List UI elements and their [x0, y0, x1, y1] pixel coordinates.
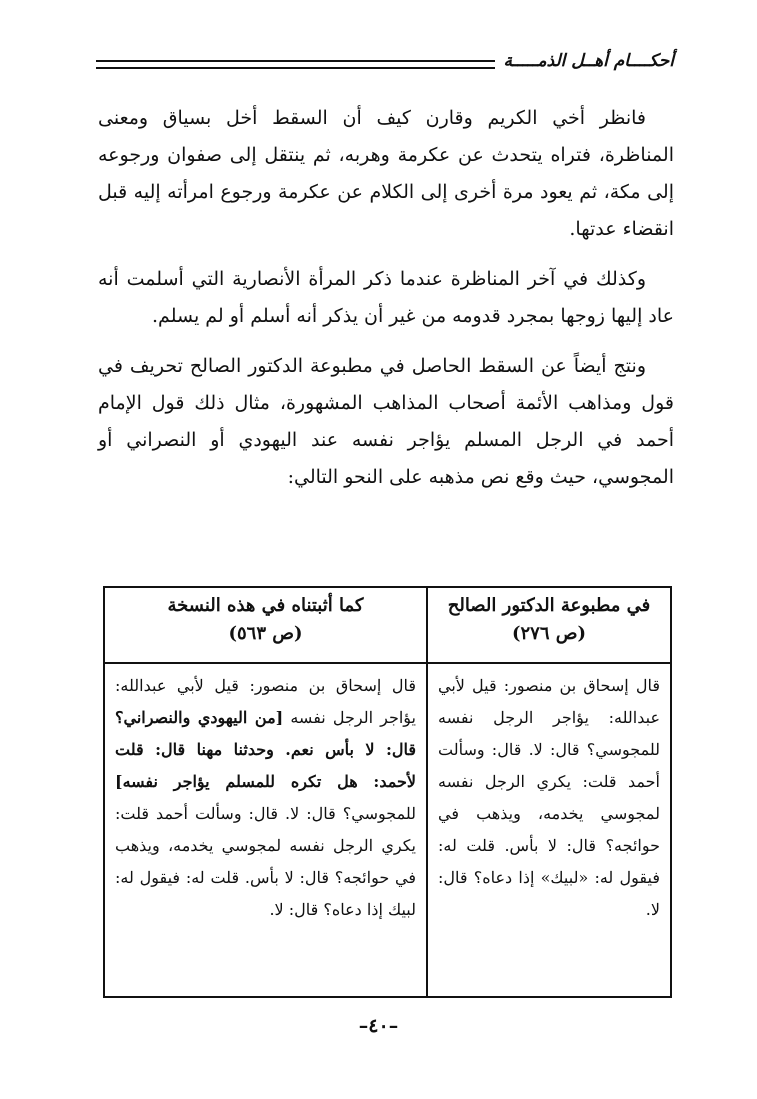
cell-saleh-text: قال إسحاق بن منصور: قيل لأبي عبدالله: يؤاجر الرجل نفسه للمجوسي؟ قال: لا. قال: وسألت أحمد قلت: يكري الرجل نفسه لمجوسي يخدمه، ويذهب في حوائجه؟ قال: لا بأس. قلت له: فيقول له: «لبيك» إذا دعاه؟ قال: لا.: [427, 663, 671, 997]
cell-this-text: [104, 663, 427, 997]
running-header: [96, 48, 674, 74]
header-title-saleh: في مطبوعة الدكتور الصالح: [447, 595, 651, 616]
table-header-row: [104, 587, 671, 663]
paragraph-2: وكذلك في آخر المناظرة عندما ذكر المرأة الأنصارية التي أسلمت أنه عاد إليها زوجها بمجرد قدومه من غير أن يذكر أنه أسلم أو لم يسلم.: [98, 268, 674, 327]
running-header-title: أحكــــام أهــل الذمـــــة: [503, 51, 674, 71]
header-cell-saleh-edition: [427, 587, 671, 663]
paragraph-1: فانظر أخي الكريم وقارن كيف أن السقط أخل بسياق ومعنى المناظرة، فتراه يتحدث عن عكرمة وهربه، ثم ينتقل إلى صفوان ورجوعه إلى مكة، ثم يعود مرة أخرى إلى الكلام عن عكرمة ورجوع امرأته إليه قبل انقضاء عدتها.: [98, 107, 674, 240]
body-text: [98, 100, 674, 509]
header-page-saleh: (ص ٢٧٦): [511, 623, 587, 644]
page-number: –٤٠–: [358, 1015, 399, 1037]
header-cell-this-edition: [104, 587, 427, 663]
paragraph-3: ونتج أيضاً عن السقط الحاصل في مطبوعة الدكتور الصالح تحريف في قول ومذاهب الأئمة أصحاب المذاهب المشهورة، مثال ذلك قول الإمام أحمد في الرجل المسلم يؤاجر نفسه عند اليهودي أو النصراني أو المجوسي، حيث وقع نص مذهبه على النحو التالي:: [98, 355, 674, 488]
cell-this-text-restored: [من اليهودي والنصراني؟ قال: لا بأس نعم. وحدثنا مهنا قال: قلت لأحمد: هل تكره للمسلم يؤاجر نفسه]: [115, 708, 416, 791]
header-page-this: (ص ٥٦٣): [228, 623, 303, 644]
cell-this-text-part1: قال إسحاق بن منصور: قيل لأبي عبدالله: يؤاجر الرجل نفسه: [115, 676, 417, 727]
comparison-table: [103, 586, 672, 998]
header-title-this: كما أثبتناه في هذه النسخة: [167, 595, 364, 616]
header-double-rule: [96, 60, 495, 69]
table-body-row: [104, 663, 671, 997]
cell-this-text-part2: للمجوسي؟ قال: لا. قال: وسألت أحمد قلت: يكري الرجل نفسه لمجوسي يخدمه، ويذهب في حوائجه؟ قال: لا بأس. قلت له: فيقول له: لبيك إذا دعاه؟ قال: لا.: [115, 804, 416, 919]
